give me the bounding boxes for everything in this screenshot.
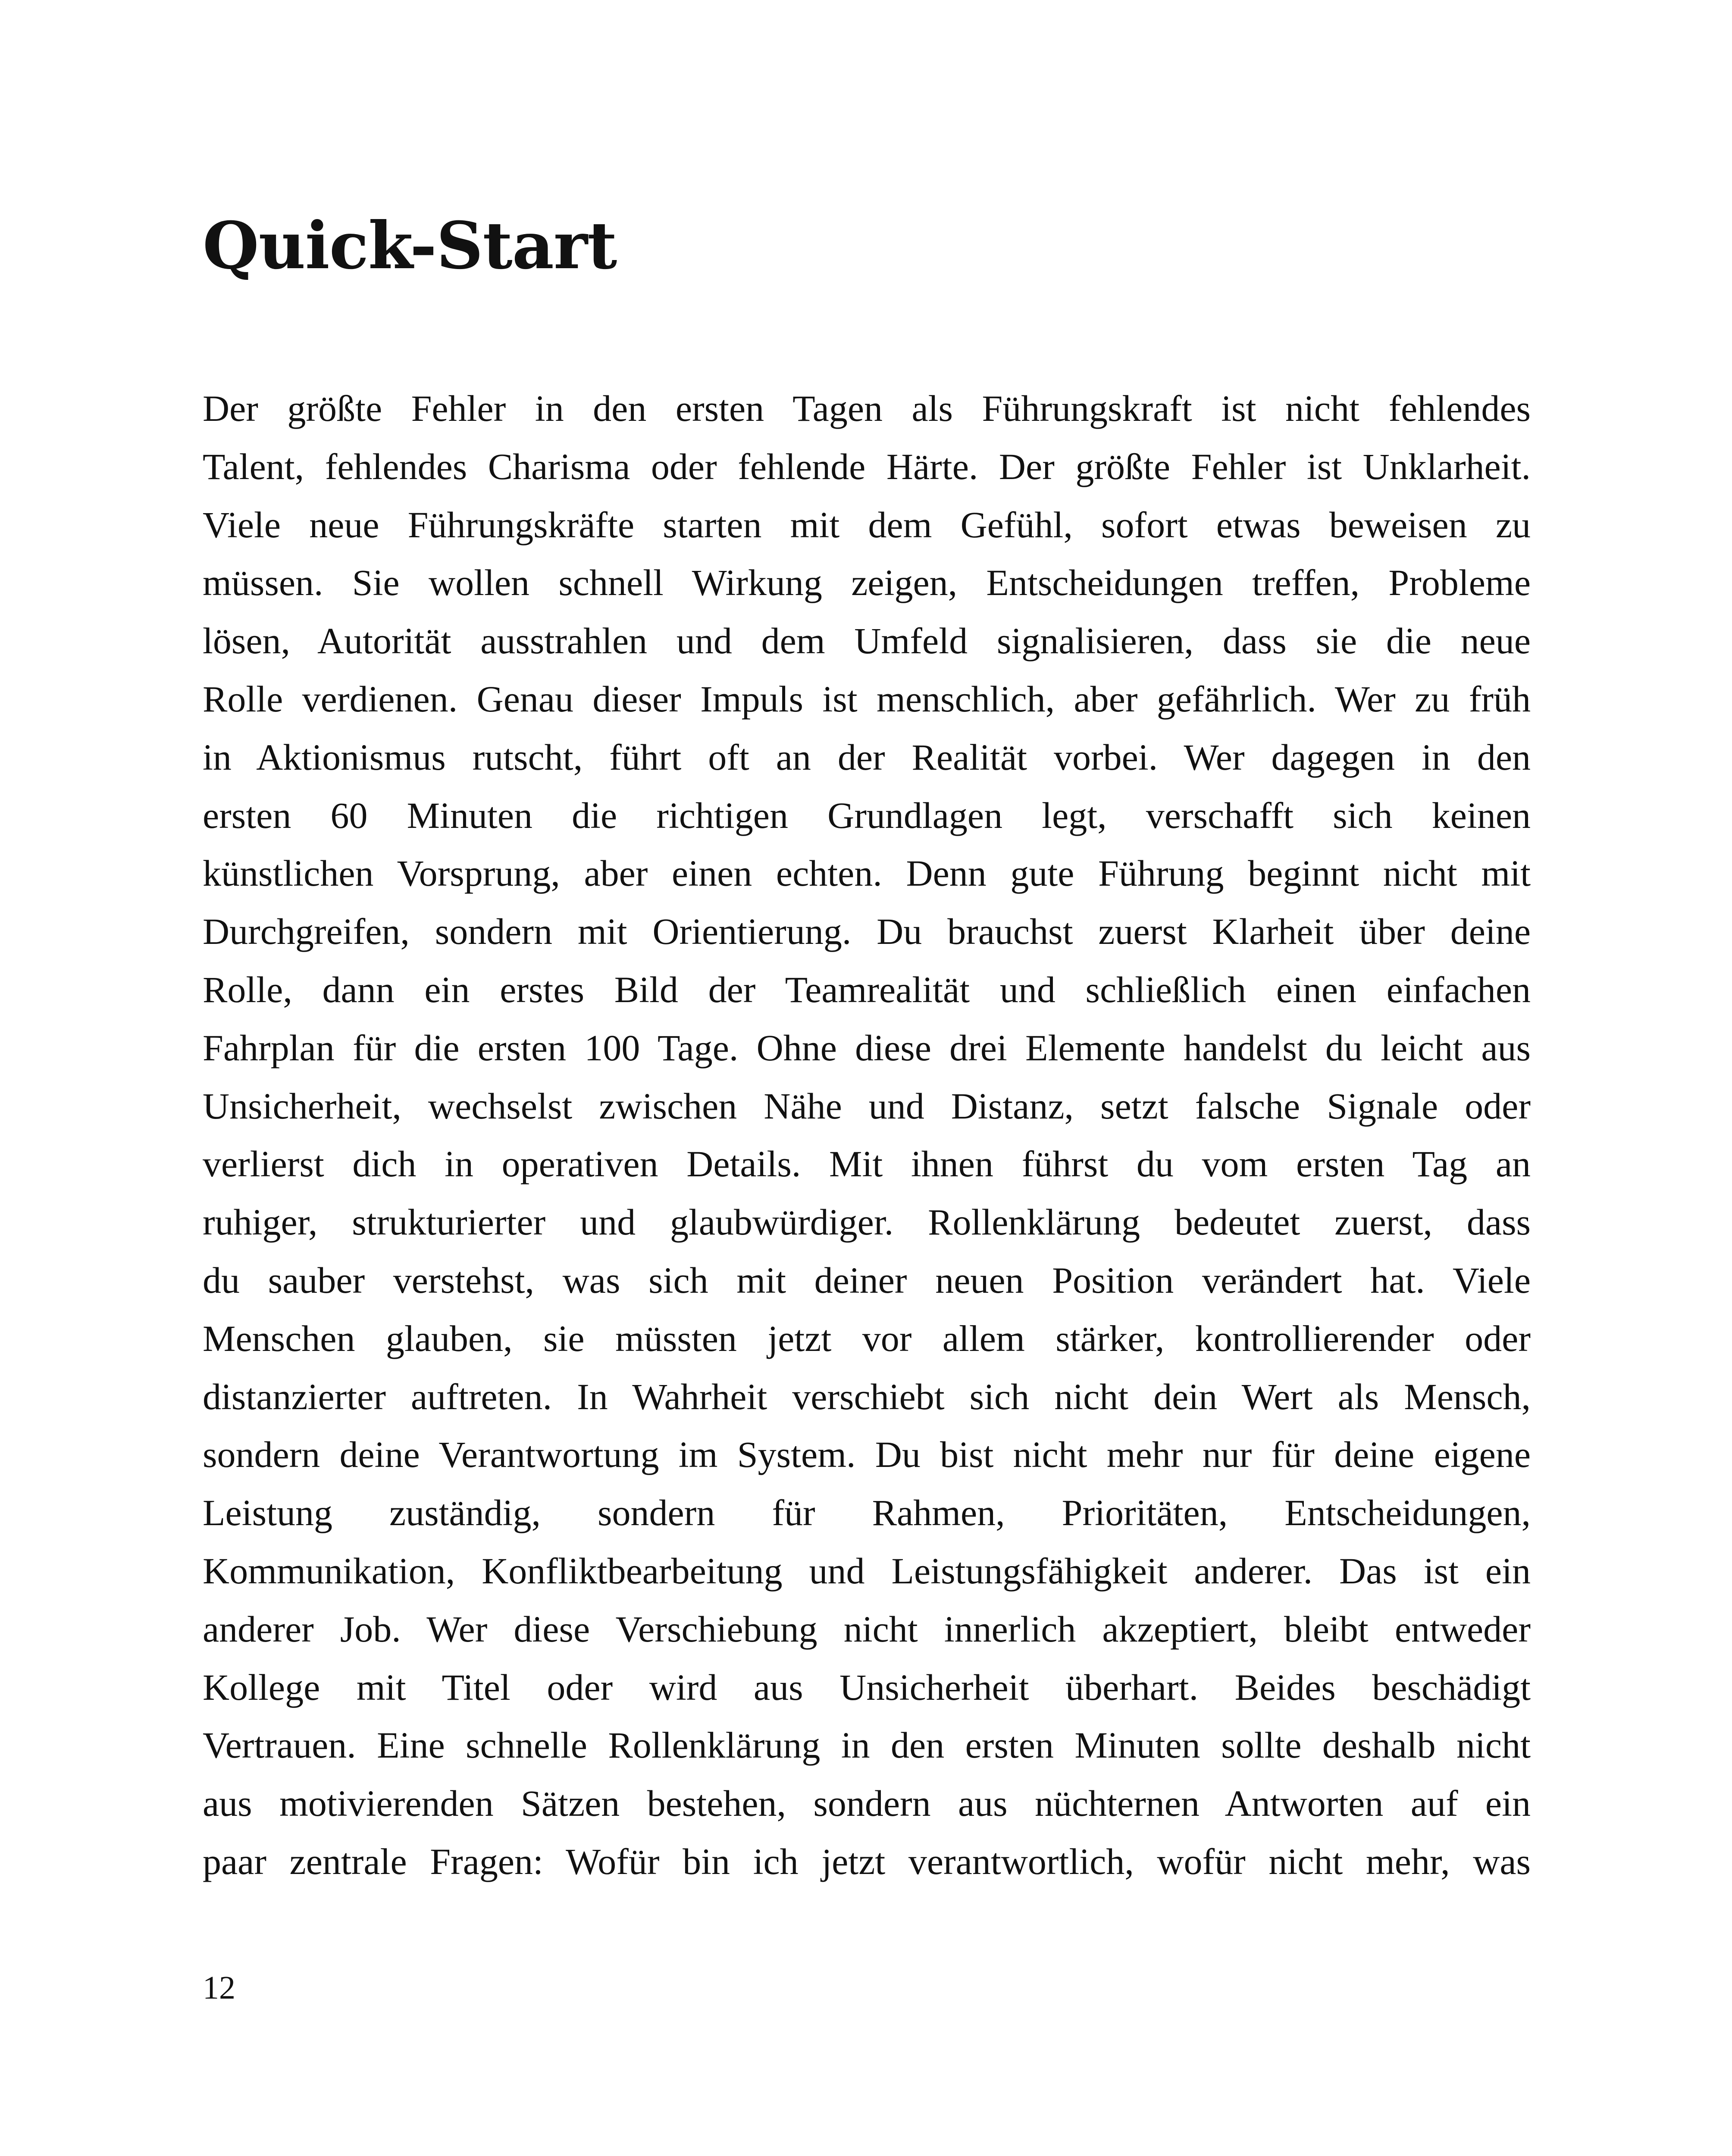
text-line: künstlichen Vorsprung, aber einen echten. Denn gute Führung beginnt nicht mit <box>203 852 1531 894</box>
text-line: Leistung zuständig, sondern für Rahmen, Prioritäten, Entscheidungen, <box>203 1492 1531 1534</box>
body-paragraph <box>203 379 1531 1891</box>
text-line: Durchgreifen, sondern mit Orientierung. Du brauchst zuerst Klarheit über deine <box>203 911 1531 953</box>
text-line: Kollege mit Titel oder wird aus Unsicherheit überhart. Beides beschädigt <box>203 1666 1531 1708</box>
text-line: Der größte Fehler in den ersten Tagen als Führungskraft ist nicht fehlendes <box>203 388 1531 429</box>
text-line: anderer Job. Wer diese Verschiebung nicht innerlich akzeptiert, bleibt entweder <box>203 1608 1531 1650</box>
text-line: distanzierter auftreten. In Wahrheit verschiebt sich nicht dein Wert als Mensch, <box>203 1376 1531 1417</box>
text-line: du sauber verstehst, was sich mit deiner neuen Position verändert hat. Viele <box>203 1259 1531 1301</box>
text-line: lösen, Autorität ausstrahlen und dem Umfeld signalisieren, dass sie die neue <box>203 620 1531 662</box>
text-line: ruhiger, strukturierter und glaubwürdiger. Rollenklärung bedeutet zuerst, dass <box>203 1201 1531 1243</box>
text-line: aus motivierenden Sätzen bestehen, sondern aus nüchternen Antworten auf ein <box>203 1783 1531 1824</box>
text-line: Rolle verdienen. Genau dieser Impuls ist menschlich, aber gefährlich. Wer zu früh <box>203 678 1531 720</box>
text-line: Unsicherheit, wechselst zwischen Nähe und Distanz, setzt falsche Signale oder <box>203 1085 1531 1127</box>
text-line: Viele neue Führungskräfte starten mit dem Gefühl, sofort etwas beweisen zu <box>203 504 1531 545</box>
text-line: ersten 60 Minuten die richtigen Grundlagen legt, verschafft sich keinen <box>203 794 1531 836</box>
chapter-heading: Quick-Start <box>203 208 617 284</box>
text-line: Vertrauen. Eine schnelle Rollenklärung in den ersten Minuten sollte deshalb nicht <box>203 1724 1531 1766</box>
text-line: paar zentrale Fragen: Wofür bin ich jetzt verantwortlich, wofür nicht mehr, was <box>203 1840 1531 1882</box>
text-line: verlierst dich in operativen Details. Mit ihnen führst du vom ersten Tag an <box>203 1143 1531 1185</box>
page-number: 12 <box>203 1970 235 2006</box>
text-line: Rolle, dann ein erstes Bild der Teamrealität und schließlich einen einfachen <box>203 968 1531 1010</box>
text-line: Talent, fehlendes Charisma oder fehlende Härte. Der größte Fehler ist Unklarheit. <box>203 445 1531 487</box>
text-line: müssen. Sie wollen schnell Wirkung zeigen, Entscheidungen treffen, Probleme <box>203 562 1531 604</box>
text-line: Fahrplan für die ersten 100 Tage. Ohne diese drei Elemente handelst du leicht aus <box>203 1027 1531 1069</box>
text-line: Menschen glauben, sie müssten jetzt vor allem stärker, kontrollierender oder <box>203 1317 1531 1359</box>
text-line: sondern deine Verantwortung im System. Du bist nicht mehr nur für deine eigene <box>203 1434 1531 1476</box>
text-line: Kommunikation, Konfliktbearbeitung und Leistungsfähigkeit anderer. Das ist ein <box>203 1550 1531 1592</box>
text-line: in Aktionismus rutscht, führt oft an der Realität vorbei. Wer dagegen in den <box>203 736 1531 778</box>
